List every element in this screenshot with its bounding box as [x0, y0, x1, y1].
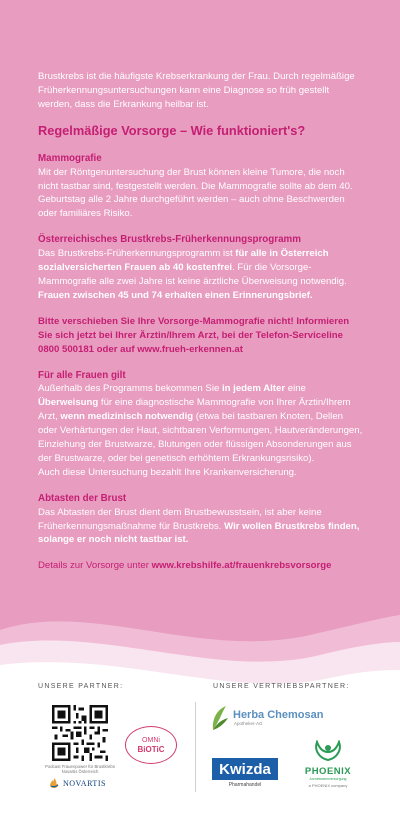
alle-frauen-bold-2: Überweisung [38, 397, 99, 409]
section-abtasten [38, 492, 364, 548]
qr-caption-line-2: Novartis Österreich [61, 769, 99, 775]
programm-bold-2: Frauen zwischen 45 und 74 erhalten einen Erinnerungsbrief. [38, 289, 313, 301]
programm-text-2: . Für die Vorsorge-Mammografie alle zwei Jahre ist keine ärztliche Überweisung notwendig. [38, 262, 347, 287]
abtasten-bold-1: Wir wollen Brustkrebs finden, solange er noch nicht tastbar ist. [38, 520, 360, 546]
alle-frauen-text-3: für eine diagnostische Mammografie von Ihrer Ärztin/Ihrem Arzt, [38, 397, 351, 423]
phoenix-bird-icon [311, 740, 345, 762]
novartis-flame-icon [48, 777, 60, 789]
mammografie-heading: Mammografie [38, 152, 102, 164]
programm-text [38, 247, 364, 303]
abtasten-heading: Abtasten der Brust [38, 492, 127, 504]
partner-footer [0, 680, 400, 817]
alle-frauen-text-2: eine [285, 383, 306, 395]
herba-subtext: Apotheker-AG [234, 721, 263, 726]
abtasten-text [38, 506, 364, 548]
section-programm [38, 233, 364, 303]
omnibiotic-logo [125, 726, 177, 764]
footer-divider [195, 702, 196, 792]
alle-frauen-text [38, 382, 364, 465]
kwizda-text: Kwizda [219, 760, 271, 778]
programm-text-1: Das Brustkrebs-Früherkennungsprogramm ist [38, 248, 236, 260]
novartis-text: NOVARTIS [63, 778, 106, 788]
qr-caption-line-1: Podcast Frauenpower für Brustkrebs [45, 764, 115, 769]
novartis-logo [48, 777, 106, 789]
main-content [38, 70, 364, 573]
alle-frauen-text-4: (etwa bei tastbaren Knoten, Dellen oder Verhärtungen der Haut, sichtbaren Verformungen, Hautveränderungen, Einziehung der Brustwarze, Blutungen oder flüssigen Absonderungen aus der Brustwarze, oder bei genetisch erhöhtem Erkrankungsrisiko). [38, 411, 363, 464]
herba-leaf-icon [210, 704, 230, 732]
phoenix-text: PHOENIX [304, 766, 352, 777]
intro-text: Brustkrebs ist die häufigste Krebserkrankung der Frau. Durch regelmäßige Früherkennungsuntersuchungen kann eine Diagnose so früh gestellt werden, dass die Erkrankung heilbar ist. [38, 71, 355, 110]
alle-frauen-bold-3: wenn medizinisch notwendig [60, 411, 194, 423]
abtasten-text-1: Das Abtasten der Brust dient dem Brustbewusstsein, ist aber keine Früherkennungsmaßnahme für Brustkrebs. [38, 506, 322, 532]
kwizda-subtext: Pharmahandel [228, 782, 262, 788]
alert-text: Bitte verschieben Sie Ihre Vorsorge-Mammografie nicht! Informieren Sie sich jetzt bei Ihrer Ärztin/Ihrem Arzt, bei der Telefon-Serviceline 0800 500181 oder auf www.frueh-erkennen.at [38, 315, 350, 355]
phoenix-company-text: a PHOENIX company [308, 783, 348, 788]
section-mammografie [38, 152, 364, 222]
phoenix-subtext: Arzneiwarenversorgung [309, 777, 347, 781]
kwizda-logo [212, 758, 278, 780]
programm-bold-1: für alle in Österreich sozialversicherten Frauen ab 40 kostenfrei [38, 248, 329, 274]
herba-chemosan-logo [210, 704, 323, 732]
qr-code-icon[interactable] [52, 705, 108, 761]
section-alle-frauen [38, 369, 364, 480]
omnibiotic-text-1: OMNi [142, 736, 160, 744]
phoenix-logo [293, 740, 363, 782]
vertrieb-label: UNSERE VERTRIEBSPARTNER: [213, 683, 350, 690]
details-text: Details zur Vorsorge unter [38, 560, 152, 572]
alle-frauen-text-5: Auch diese Untersuchung bezahlt Ihre Krankenversicherung. [38, 466, 297, 478]
partners-label: UNSERE PARTNER: [38, 683, 124, 690]
herba-text: Herba Chemosan [233, 709, 324, 721]
qr-caption [30, 764, 130, 774]
details-line [38, 559, 364, 573]
mammografie-text: Mit der Röntgenuntersuchung der Brust können kleine Tumore, die noch nicht tastbar sind, festgestellt werden. Die Mammografie sollte ab dem 40. Geburtstag alle 2 Jahre durchgeführt werden – auch ohne Beschwerden oder familiäres Risiko. [38, 166, 353, 220]
alle-frauen-bold-1: in jedem Alter [221, 383, 286, 395]
programm-heading: Österreichisches Brustkrebs-Früherkennungsprogramm [38, 234, 301, 246]
main-heading: Regelmäßige Vorsorge – Wie funktioniert's? [38, 122, 306, 138]
alle-frauen-heading: Für alle Frauen gilt [38, 369, 126, 381]
omnibiotic-text-2: BiOTiC [137, 744, 165, 754]
details-link[interactable]: www.krebshilfe.at/frauenkrebsvorsorge [151, 560, 332, 572]
alle-frauen-text-1: Außerhalb des Programms bekommen Sie [38, 383, 222, 395]
